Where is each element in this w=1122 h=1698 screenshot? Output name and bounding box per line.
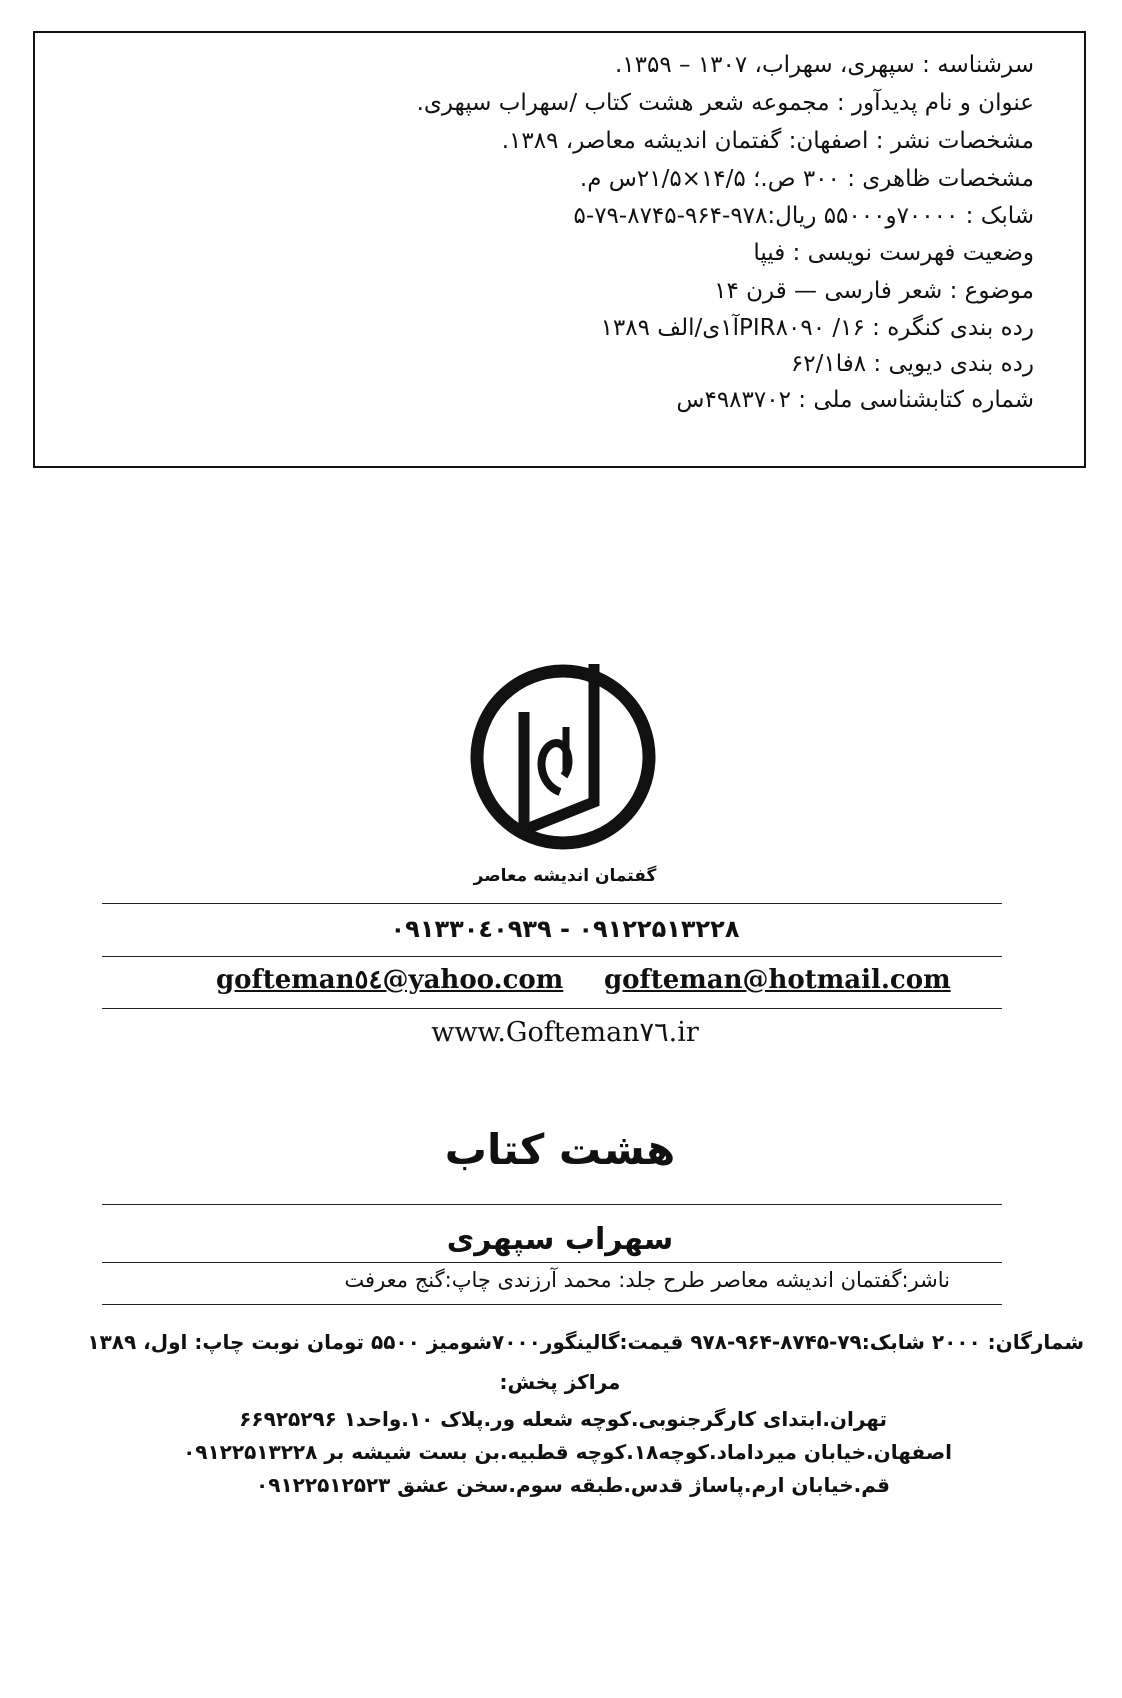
catalog-line-author: سرشناسه : سپهری، سهراب، ۱۳۰۷ – ۱۳۵۹.: [614, 52, 1034, 78]
distribution-isfahan: اصفهان.خیابان میرداماد.کوچه۱۸.کوچه قطبیه.بن بست شیشه بر ۰۹۱۲۲۵۱۳۲۲۸: [183, 1440, 952, 1464]
distribution-tehran: تهران.ابتدای کارگرجنوبی.کوچه شعله ور.پلاک ۱۰.واحد۱ ۶۶۹۲۵۲۹۶: [239, 1407, 887, 1431]
publisher-logo: [466, 652, 666, 862]
email-hotmail-link[interactable]: gofteman@hotmail.com: [604, 965, 951, 995]
email-yahoo-link[interactable]: gofteman٥٤@yahoo.com: [216, 965, 564, 995]
website-url: www.Gofteman٧٦.ir: [431, 1017, 699, 1048]
divider: [102, 903, 1002, 904]
divider: [102, 1204, 1002, 1205]
divider: [102, 1304, 1002, 1305]
catalog-line-dewey: رده بندی دیویی : ۸فا۶۲/۱: [790, 351, 1034, 377]
distribution-heading: مراکز پخش:: [499, 1370, 621, 1394]
book-title: هشت کتاب: [444, 1125, 676, 1174]
catalog-line-status: وضعیت فهرست نویسی : فیپا: [753, 240, 1034, 266]
cataloging-box: [33, 31, 1086, 468]
divider: [102, 956, 1002, 957]
catalog-line-title: عنوان و نام پدیدآور : مجموعه شعر هشت کتاب /سهراب سپهری.: [416, 90, 1034, 116]
catalog-line-physical: مشخصات ظاهری : ۳۰۰ ص.؛ ۱۴/۵×۲۱/۵س م.: [579, 166, 1034, 192]
phone-numbers: ۰۹۱۳۳۰٤۰۹۳۹ - ۰۹۱۲۲۵۱۳۲۲۸: [390, 915, 740, 943]
distribution-qom: قم.خیابان ارم.پاساژ قدس.طبقه سوم.سخن عشق ۰۹۱۲۲۵۱۲۵۲۳: [256, 1473, 890, 1497]
catalog-line-congress: رده بندی کنگره : PIR۸۰۹۰ /۱۶آ۱ی/الف ۱۳۸۹: [600, 315, 1034, 341]
print-run-and-price: شمارگان: ۲۰۰۰ شابک:۷۹-۸۷۴۵-۹۶۴-۹۷۸ قیمت:گالینگور۷۰۰۰شومیز ۵۵۰۰ تومان نوبت چاپ: اول، ۱۳۸۹: [87, 1330, 1084, 1354]
publisher-logo-caption: گفتمان اندیشه معاصر: [473, 866, 657, 886]
publisher-logo-icon: [466, 652, 666, 862]
divider: [102, 1262, 1002, 1263]
publisher-credits: ناشر:گفتمان اندیشه معاصر طرح جلد: محمد آرزندی چاپ:گنج معرفت: [344, 1268, 950, 1292]
catalog-line-publication: مشخصات نشر : اصفهان: گفتمان اندیشه معاصر، ۱۳۸۹.: [501, 128, 1034, 154]
book-author: سهراب سپهری: [446, 1222, 674, 1257]
catalog-line-subject: موضوع : شعر فارسی — قرن ۱۴: [714, 278, 1034, 304]
catalog-line-isbn: شابک : ۷۰۰۰۰و۵۵۰۰۰ ریال:۹۷۸-۹۶۴-۸۷۴۵-۷۹-۵: [573, 203, 1034, 229]
catalog-line-national-no: شماره کتابشناسی ملی : ۴۹۸۳۷۰۲س: [676, 387, 1034, 413]
divider: [102, 1008, 1002, 1009]
